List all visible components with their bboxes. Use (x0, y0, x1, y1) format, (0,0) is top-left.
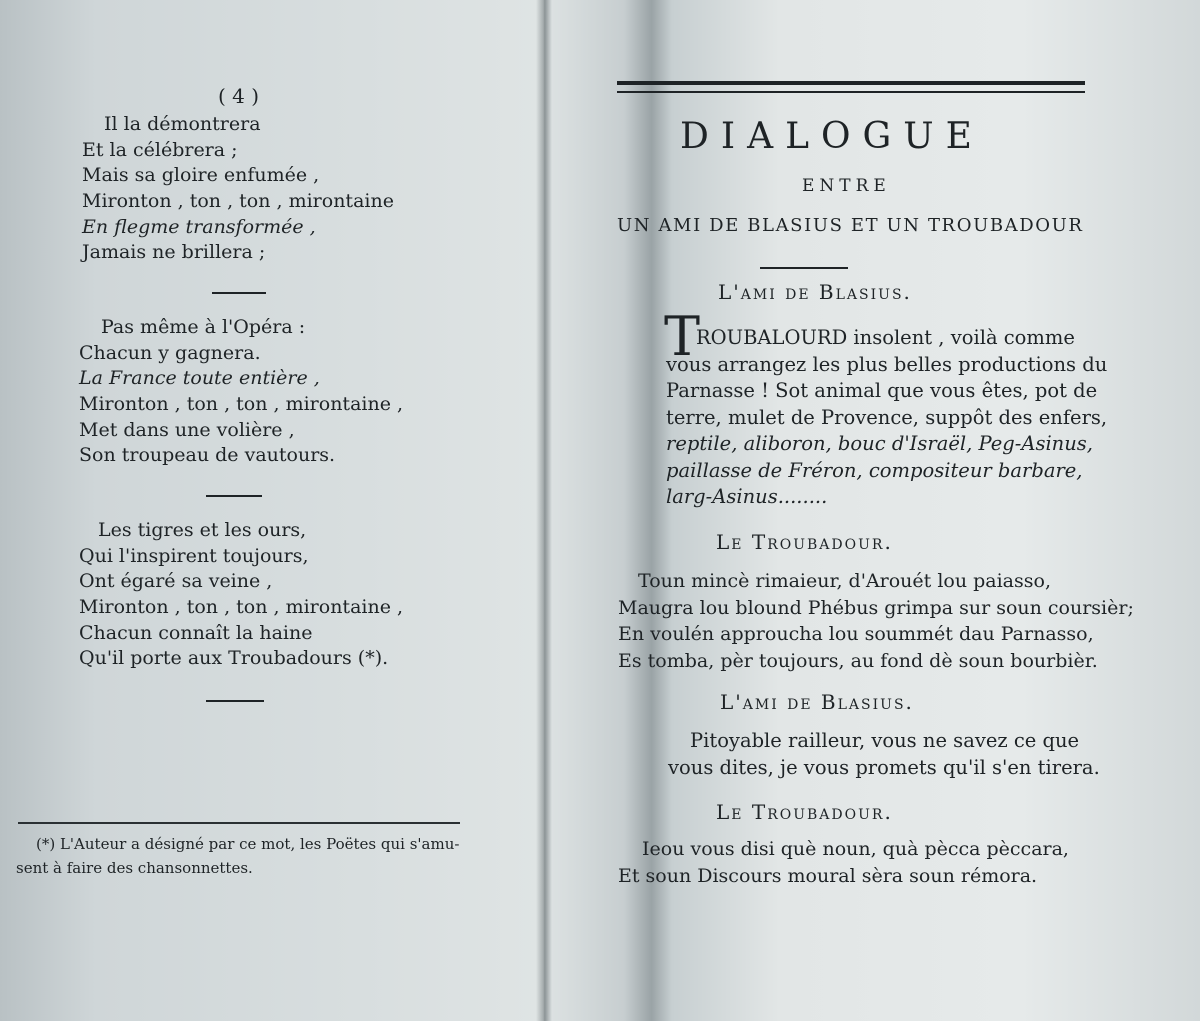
verse-line: Chacun y gagnera. (79, 341, 261, 364)
footnote-line: (*) L'Auteur a désigné par ce mot, les Poëtes qui s'amu- (36, 835, 460, 853)
drop-cap: T (664, 305, 701, 368)
prose-line: reptile, aliboron, bouc d'Israël, Peg-Asinus, (666, 432, 1094, 455)
verse-line: Jamais ne brillera ; (82, 241, 266, 264)
footnote-rule (18, 822, 460, 824)
dialogue-title: DIALOGUE (680, 116, 984, 157)
prose-line: Maugra lou blound Phébus grimpa sur soun coursièr; (618, 596, 1134, 619)
header-rule-thin (617, 91, 1085, 93)
verse-line: Qui l'inspirent toujours, (79, 544, 309, 567)
dialogue-subtitle: UN AMI DE BLASIUS ET UN TROUBADOUR (617, 215, 1084, 236)
verse-line: Et la célébrera ; (82, 138, 238, 161)
verse-line: Met dans une volière , (79, 418, 295, 441)
speaker-heading: Le Troubadour. (716, 530, 893, 554)
speech-4 (618, 836, 1069, 889)
book-gutter (536, 0, 552, 1021)
speaker-heading: L'ami de Blasius. (720, 690, 914, 714)
verse-line: Ont égaré sa veine , (79, 570, 273, 593)
stanza-3 (79, 518, 403, 672)
prose-line: Es tomba, pèr toujours, au fond dè soun bourbièr. (618, 649, 1098, 672)
prose-line: paillasse de Fréron, compositeur barbare, (666, 458, 1083, 482)
verse-line: Chacun connaît la haine (79, 621, 313, 644)
prose-line: vous dites, je vous promets qu'il s'en tirera. (668, 755, 1100, 779)
verse-line: Mironton , ton , ton , mirontaine (82, 190, 394, 213)
footnote (16, 832, 460, 880)
prose-line: En voulén approucha lou soummét dau Parnasso, (618, 623, 1094, 645)
stanza-2 (79, 315, 403, 469)
speaker-heading: L'ami de Blasius. (718, 280, 912, 304)
speaker-heading: Le Troubadour. (716, 800, 893, 824)
stanza-divider (206, 495, 262, 497)
verse-line: Mais sa gloire enfumée , (82, 164, 320, 187)
prose-line: Et soun Discours moural sèra soun rémora. (618, 864, 1038, 887)
verse-line: Les tigres et les ours, (98, 519, 307, 541)
prose-line: vous arrangez les plus belles productions du (666, 352, 1108, 376)
prose-line: Pitoyable railleur, vous ne savez ce que (690, 729, 1080, 752)
page-number: ( 4 ) (218, 84, 260, 108)
speech-2 (618, 568, 1134, 674)
prose-line: ROUBALOURD insolent , voilà comme (696, 326, 1075, 349)
entre-heading: ENTRE (802, 176, 891, 196)
verse-line: Mironton , ton , ton , mirontaine , (79, 596, 404, 619)
verse-line: Qu'il porte aux Troubadours (*). (79, 647, 389, 670)
verse-line: Mironton , ton , ton , mirontaine , (79, 393, 404, 416)
prose-line: terre, mulet de Provence, suppôt des enfers, (666, 405, 1108, 429)
stanza-divider (206, 700, 264, 702)
prose-line: Toun mincè rimaieur, d'Arouét lou paiasso, (638, 570, 1051, 592)
verse-line: En flegme transformée , (82, 215, 316, 238)
header-rule-thick (617, 81, 1085, 85)
prose-line: larg-Asinus........ (666, 485, 828, 508)
footnote-line: sent à faire des chansonnettes. (16, 859, 253, 877)
stanza-divider (212, 292, 266, 294)
verse-line: Il la démontrera (104, 113, 261, 135)
prose-line: Parnasse ! Sot animal que vous êtes, pot de (666, 379, 1098, 402)
section-divider (760, 267, 848, 269)
speech-3 (668, 728, 1100, 781)
verse-line: Pas même à l'Opéra : (101, 316, 306, 338)
speech-1 (666, 325, 1107, 511)
verse-line: La France toute entière , (79, 367, 320, 390)
prose-line: Ieou vous disi què noun, quà pècca pèccara, (642, 838, 1069, 860)
verse-line: Son troupeau de vautours. (79, 444, 336, 467)
stanza-1 (82, 112, 394, 266)
